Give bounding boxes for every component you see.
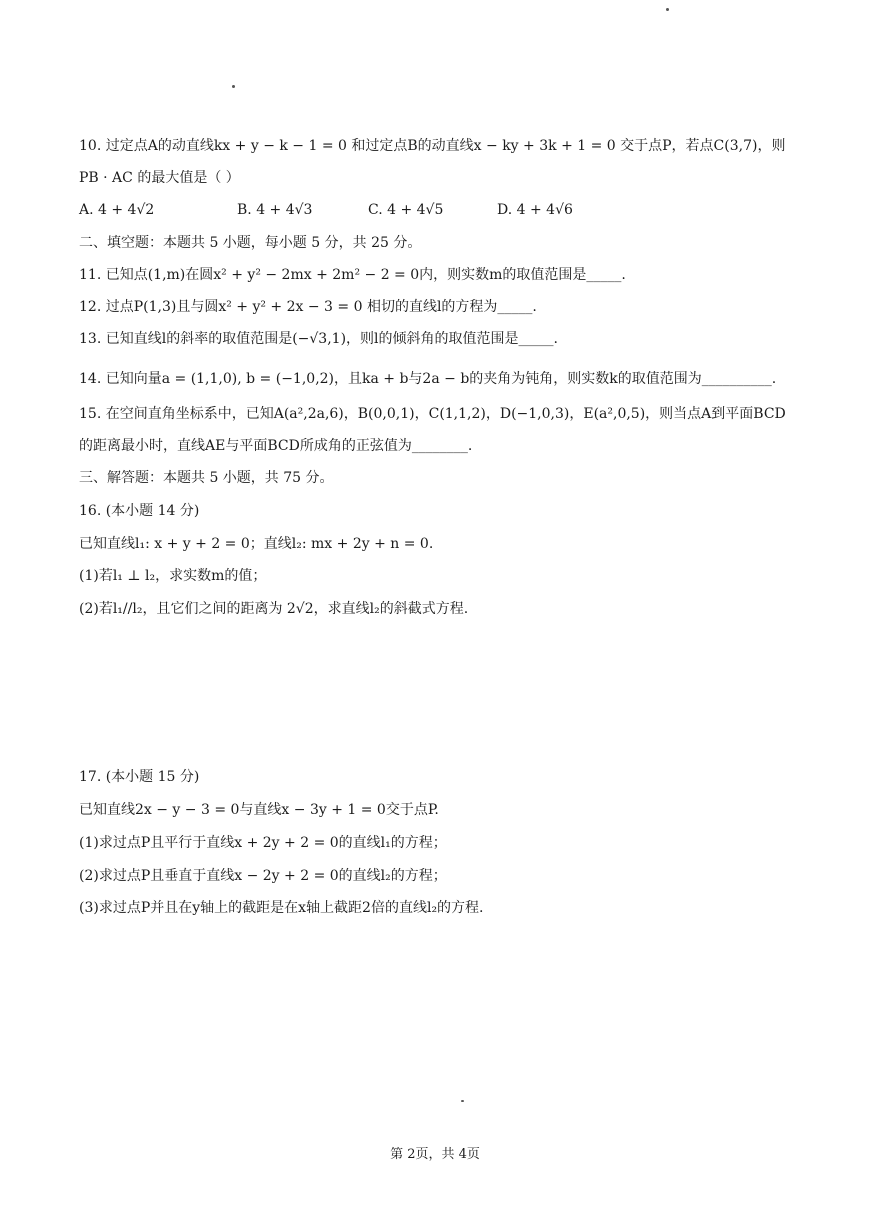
- q12: 12. 过点P(1,3)且与圆x² + y² + 2x − 3 = 0 相切的直线l的方程为_____.: [79, 299, 537, 315]
- scan-speck: [461, 1100, 464, 1102]
- q16-header: 16. (本小题 14 分): [79, 503, 200, 519]
- scan-speck: [666, 8, 669, 11]
- q10-option-a: A. 4 + 4√2: [79, 202, 155, 218]
- q10-line1: 10. 过定点A的动直线kx + y − k − 1 = 0 和过定点B的动直线x − ky + 3k + 1 = 0 交于点P，若点C(3,7)，则: [79, 138, 786, 154]
- q16-part1: (1)若l₁ ⊥ l₂，求实数m的值；: [79, 568, 267, 584]
- q17-header: 17. (本小题 15 分): [79, 769, 200, 785]
- q17-part1: (1)求过点P且平行于直线x + 2y + 2 = 0的直线l₁的方程；: [79, 835, 447, 851]
- q10-option-d: D. 4 + 4√6: [497, 202, 573, 218]
- q14: 14. 已知向量a = (1,1,0), b = (−1,0,2)，且ka + b与2a − b的夹角为钝角，则实数k的取值范围为__________.: [79, 371, 777, 387]
- q16-part2: (2)若l₁//l₂，且它们之间的距离为 2√2，求直线l₂的斜截式方程.: [79, 601, 469, 617]
- scan-speck: [232, 85, 235, 88]
- section-heading-fill-in: 二、填空题：本题共 5 小题，每小题 5 分，共 25 分。: [79, 235, 422, 251]
- q10-option-b: B. 4 + 4√3: [237, 202, 313, 218]
- q17-part3: (3)求过点P并且在y轴上的截距是在x轴上截距2倍的直线l₂的方程.: [79, 900, 484, 916]
- q15-line2: 的距离最小时，直线AE与平面BCD所成角的正弦值为________.: [79, 438, 473, 454]
- q10-option-c: C. 4 + 4√5: [368, 202, 444, 218]
- q10-line2: PB · AC 的最大值是（ ）: [79, 170, 240, 186]
- q17-stem: 已知直线2x − y − 3 = 0与直线x − 3y + 1 = 0交于点P.: [79, 802, 439, 818]
- q15-line1: 15. 在空间直角坐标系中，已知A(a²,2a,6)，B(0,0,1)，C(1,1,2)，D(−1,0,3)，E(a²,0,5)，则当点A到平面BCD: [79, 406, 786, 422]
- page-footer: 第 2页，共 4页: [390, 1147, 480, 1162]
- q11: 11. 已知点(1,m)在圆x² + y² − 2mx + 2m² − 2 = 0内，则实数m的取值范围是_____.: [79, 267, 626, 283]
- q17-part2: (2)求过点P且垂直于直线x − 2y + 2 = 0的直线l₂的方程；: [79, 868, 447, 884]
- q16-stem: 已知直线l₁: x + y + 2 = 0；直线l₂: mx + 2y + n = 0.: [79, 536, 434, 552]
- q13: 13. 已知直线l的斜率的取值范围是(−√3,1)，则l的倾斜角的取值范围是_____.: [79, 331, 558, 347]
- section-heading-answers: 三、解答题：本题共 5 小题，共 75 分。: [79, 470, 334, 486]
